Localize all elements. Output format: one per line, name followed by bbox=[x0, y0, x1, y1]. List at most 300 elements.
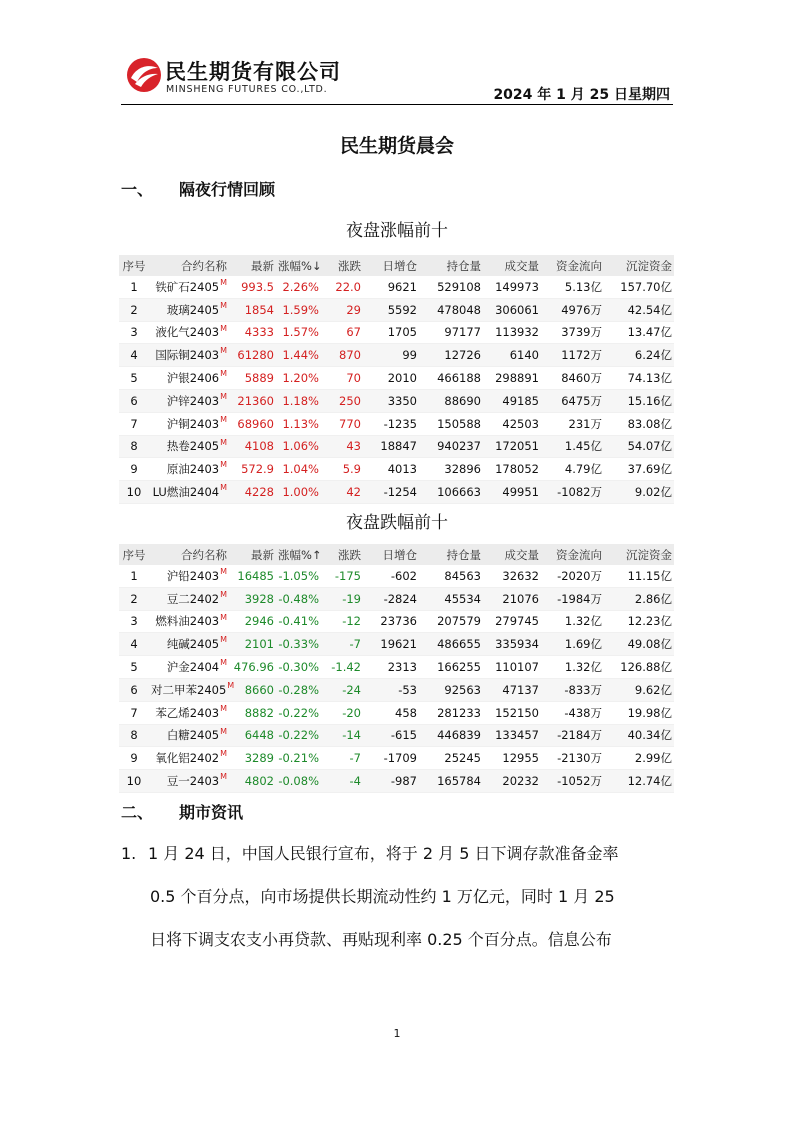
main-contract-marker: M bbox=[220, 567, 227, 577]
main-contract-marker: M bbox=[220, 346, 227, 356]
cell-pct: -0.22% bbox=[276, 724, 321, 747]
column-header-pct: 涨幅%↑ bbox=[276, 544, 321, 565]
table-row bbox=[119, 724, 674, 747]
cell-open-interest: 486655 bbox=[419, 633, 483, 656]
column-header-open-interest: 持仓量 bbox=[419, 544, 483, 565]
cell-name bbox=[149, 724, 229, 747]
header-divider bbox=[121, 104, 673, 105]
cell-volume: 335934 bbox=[483, 633, 541, 656]
column-header-rank: 序号 bbox=[119, 255, 149, 276]
cell-settled-funds: 15.16亿 bbox=[604, 389, 674, 412]
column-header-oi-change: 日增仓 bbox=[363, 255, 419, 276]
cell-change: 250 bbox=[321, 389, 363, 412]
main-contract-marker: M bbox=[220, 323, 227, 333]
contract-name: 原油2403 bbox=[166, 462, 220, 477]
cell-open-interest: 166255 bbox=[419, 656, 483, 679]
cell-fund-flow: 1.32亿 bbox=[541, 610, 604, 633]
main-contract-marker: M bbox=[220, 589, 227, 599]
cell-open-interest: 466188 bbox=[419, 367, 483, 390]
table-row bbox=[119, 412, 674, 435]
column-header-last: 最新 bbox=[229, 544, 276, 565]
cell-rank: 9 bbox=[119, 747, 149, 770]
news-line: 1 月 24 日，中国人民银行宣布，将于 2 月 5 日下调存款准备金率 bbox=[148, 844, 619, 863]
cell-settled-funds: 12.23亿 bbox=[604, 610, 674, 633]
cell-open-interest: 97177 bbox=[419, 321, 483, 344]
cell-fund-flow: -2130万 bbox=[541, 747, 604, 770]
page-number: 1 bbox=[393, 1027, 401, 1040]
cell-last: 4228 bbox=[229, 481, 276, 504]
cell-change: 42 bbox=[321, 481, 363, 504]
contract-name: 玻璃2405 bbox=[166, 302, 220, 317]
cell-volume: 12955 bbox=[483, 747, 541, 770]
cell-volume: 113932 bbox=[483, 321, 541, 344]
table-row bbox=[119, 458, 674, 481]
main-contract-marker: M bbox=[220, 749, 227, 759]
contract-name: 沪锌2403 bbox=[166, 393, 220, 408]
cell-name bbox=[149, 610, 229, 633]
cell-last: 5889 bbox=[229, 367, 276, 390]
cell-volume: 149973 bbox=[483, 276, 541, 298]
cell-fund-flow: 231万 bbox=[541, 412, 604, 435]
main-contract-marker: M bbox=[220, 772, 227, 782]
cell-volume: 49185 bbox=[483, 389, 541, 412]
cell-last: 16485 bbox=[229, 565, 276, 587]
cell-last: 572.9 bbox=[229, 458, 276, 481]
main-contract-marker: M bbox=[220, 392, 227, 402]
cell-pct: -0.21% bbox=[276, 747, 321, 770]
cell-rank: 8 bbox=[119, 435, 149, 458]
cell-change: 29 bbox=[321, 298, 363, 321]
cell-last: 3928 bbox=[229, 587, 276, 610]
section-heading-overnight bbox=[121, 177, 275, 200]
cell-settled-funds: 13.47亿 bbox=[604, 321, 674, 344]
main-contract-marker: M bbox=[220, 278, 227, 288]
main-contract-marker: M bbox=[220, 612, 227, 622]
column-header-settled-funds: 沉淀资金 bbox=[604, 544, 674, 565]
cell-name bbox=[149, 321, 229, 344]
contract-name: 沪铅2403 bbox=[166, 568, 220, 583]
table-row bbox=[119, 367, 674, 390]
table-row bbox=[119, 481, 674, 504]
cell-pct: 1.00% bbox=[276, 481, 321, 504]
column-header-name: 合约名称 bbox=[149, 255, 229, 276]
cell-settled-funds: 9.62亿 bbox=[604, 678, 674, 701]
table-row bbox=[119, 678, 674, 701]
company-logo bbox=[125, 56, 365, 98]
cell-name bbox=[149, 458, 229, 481]
cell-pct: -0.08% bbox=[276, 770, 321, 793]
cell-fund-flow: -1984万 bbox=[541, 587, 604, 610]
cell-open-interest: 32896 bbox=[419, 458, 483, 481]
table-row bbox=[119, 770, 674, 793]
cell-last: 21360 bbox=[229, 389, 276, 412]
table-row bbox=[119, 747, 674, 770]
cell-fund-flow: 1.32亿 bbox=[541, 656, 604, 679]
cell-volume: 20232 bbox=[483, 770, 541, 793]
cell-oi-change: 2010 bbox=[363, 367, 419, 390]
contract-name: 对二甲苯2405 bbox=[151, 682, 227, 697]
column-header-last: 最新 bbox=[229, 255, 276, 276]
cell-rank: 8 bbox=[119, 724, 149, 747]
cell-fund-flow: 1.69亿 bbox=[541, 633, 604, 656]
report-date: 2024 年 1 月 25 日星期四 bbox=[493, 87, 670, 103]
cell-last: 4802 bbox=[229, 770, 276, 793]
news-item-number: 1. bbox=[121, 844, 137, 863]
cell-fund-flow: 6475万 bbox=[541, 389, 604, 412]
cell-settled-funds: 126.88亿 bbox=[604, 656, 674, 679]
cell-oi-change: 19621 bbox=[363, 633, 419, 656]
contract-name: 燃料油2403 bbox=[155, 614, 220, 629]
cell-last: 61280 bbox=[229, 344, 276, 367]
table-row bbox=[119, 610, 674, 633]
gainers-table bbox=[119, 255, 674, 504]
main-contract-marker: M bbox=[220, 369, 227, 379]
cell-change: 43 bbox=[321, 435, 363, 458]
section-label: 隔夜行情回顾 bbox=[179, 180, 276, 199]
cell-settled-funds: 83.08亿 bbox=[604, 412, 674, 435]
cell-last: 2101 bbox=[229, 633, 276, 656]
cell-open-interest: 84563 bbox=[419, 565, 483, 587]
contract-name: 纯碱2405 bbox=[166, 637, 220, 652]
table-row bbox=[119, 276, 674, 298]
cell-volume: 172051 bbox=[483, 435, 541, 458]
cell-name bbox=[149, 747, 229, 770]
cell-pct: 1.20% bbox=[276, 367, 321, 390]
cell-rank: 9 bbox=[119, 458, 149, 481]
cell-settled-funds: 11.15亿 bbox=[604, 565, 674, 587]
table-header-row bbox=[119, 544, 674, 565]
column-header-change: 涨跌 bbox=[321, 255, 363, 276]
cell-last: 68960 bbox=[229, 412, 276, 435]
column-header-name: 合约名称 bbox=[149, 544, 229, 565]
cell-oi-change: 9621 bbox=[363, 276, 419, 298]
main-contract-marker: M bbox=[220, 414, 227, 424]
cell-volume: 152150 bbox=[483, 701, 541, 724]
cell-settled-funds: 54.07亿 bbox=[604, 435, 674, 458]
cell-name bbox=[149, 481, 229, 504]
cell-open-interest: 106663 bbox=[419, 481, 483, 504]
table-row bbox=[119, 389, 674, 412]
contract-name: 豆二2402 bbox=[166, 591, 220, 606]
contract-name: 沪金2404 bbox=[166, 660, 220, 675]
section-heading-news bbox=[121, 800, 243, 823]
column-header-fund-flow: 资金流向 bbox=[541, 255, 604, 276]
cell-rank: 7 bbox=[119, 701, 149, 724]
cell-open-interest: 88690 bbox=[419, 389, 483, 412]
cell-oi-change: 18847 bbox=[363, 435, 419, 458]
cell-change: -12 bbox=[321, 610, 363, 633]
cell-settled-funds: 49.08亿 bbox=[604, 633, 674, 656]
cell-volume: 6140 bbox=[483, 344, 541, 367]
cell-name bbox=[149, 587, 229, 610]
company-name-cn: 民生期货有限公司 bbox=[165, 60, 341, 84]
cell-oi-change: -53 bbox=[363, 678, 419, 701]
company-name-en: MINSHENG FUTURES CO.,LTD. bbox=[166, 84, 328, 95]
cell-settled-funds: 6.24亿 bbox=[604, 344, 674, 367]
cell-rank: 7 bbox=[119, 412, 149, 435]
table-row bbox=[119, 321, 674, 344]
cell-oi-change: -602 bbox=[363, 565, 419, 587]
cell-open-interest: 940237 bbox=[419, 435, 483, 458]
minsheng-logo-icon bbox=[125, 56, 163, 94]
table-row bbox=[119, 298, 674, 321]
cell-fund-flow: -2020万 bbox=[541, 565, 604, 587]
cell-pct: 1.44% bbox=[276, 344, 321, 367]
cell-name bbox=[149, 389, 229, 412]
cell-oi-change: 99 bbox=[363, 344, 419, 367]
table-row bbox=[119, 344, 674, 367]
page-title: 民生期货晨会 bbox=[339, 135, 454, 157]
cell-name bbox=[149, 633, 229, 656]
table-row bbox=[119, 633, 674, 656]
cell-change: -4 bbox=[321, 770, 363, 793]
cell-oi-change: 23736 bbox=[363, 610, 419, 633]
cell-pct: 2.26% bbox=[276, 276, 321, 298]
cell-volume: 298891 bbox=[483, 367, 541, 390]
cell-pct: -0.28% bbox=[276, 678, 321, 701]
cell-oi-change: -1235 bbox=[363, 412, 419, 435]
cell-volume: 110107 bbox=[483, 656, 541, 679]
cell-name bbox=[149, 367, 229, 390]
cell-oi-change: -615 bbox=[363, 724, 419, 747]
contract-name: 液化气2403 bbox=[155, 325, 220, 340]
column-header-oi-change: 日增仓 bbox=[363, 544, 419, 565]
table-row bbox=[119, 656, 674, 679]
cell-rank: 10 bbox=[119, 481, 149, 504]
column-header-fund-flow: 资金流向 bbox=[541, 544, 604, 565]
cell-open-interest: 165784 bbox=[419, 770, 483, 793]
cell-last: 1854 bbox=[229, 298, 276, 321]
cell-pct: 1.18% bbox=[276, 389, 321, 412]
cell-name bbox=[149, 276, 229, 298]
cell-settled-funds: 74.13亿 bbox=[604, 367, 674, 390]
table-row bbox=[119, 587, 674, 610]
cell-fund-flow: -833万 bbox=[541, 678, 604, 701]
cell-volume: 42503 bbox=[483, 412, 541, 435]
main-contract-marker: M bbox=[220, 658, 227, 668]
cell-name bbox=[149, 565, 229, 587]
cell-oi-change: -2824 bbox=[363, 587, 419, 610]
cell-last: 8660 bbox=[229, 678, 276, 701]
cell-last: 6448 bbox=[229, 724, 276, 747]
table-row bbox=[119, 701, 674, 724]
section-number: 二、 bbox=[121, 803, 154, 822]
cell-rank: 2 bbox=[119, 298, 149, 321]
cell-name bbox=[149, 701, 229, 724]
main-contract-marker: M bbox=[227, 681, 235, 691]
cell-pct: 1.06% bbox=[276, 435, 321, 458]
cell-volume: 279745 bbox=[483, 610, 541, 633]
cell-last: 4108 bbox=[229, 435, 276, 458]
contract-name: 豆一2403 bbox=[166, 774, 220, 789]
cell-name bbox=[149, 298, 229, 321]
cell-pct: 1.57% bbox=[276, 321, 321, 344]
main-contract-marker: M bbox=[220, 726, 227, 736]
cell-fund-flow: -2184万 bbox=[541, 724, 604, 747]
cell-change: 870 bbox=[321, 344, 363, 367]
column-header-pct: 涨幅%↓ bbox=[276, 255, 321, 276]
cell-rank: 4 bbox=[119, 344, 149, 367]
cell-last: 4333 bbox=[229, 321, 276, 344]
cell-last: 2946 bbox=[229, 610, 276, 633]
cell-change: -175 bbox=[321, 565, 363, 587]
cell-change: -14 bbox=[321, 724, 363, 747]
cell-rank: 1 bbox=[119, 565, 149, 587]
contract-name: 国际铜2403 bbox=[155, 348, 220, 363]
contract-name: LU燃油2404 bbox=[152, 485, 220, 500]
cell-change: -1.42 bbox=[321, 656, 363, 679]
losers-table-title: 夜盘跌幅前十 bbox=[346, 513, 448, 533]
column-header-open-interest: 持仓量 bbox=[419, 255, 483, 276]
cell-fund-flow: -1052万 bbox=[541, 770, 604, 793]
contract-name: 苯乙烯2403 bbox=[155, 705, 220, 720]
cell-rank: 5 bbox=[119, 367, 149, 390]
cell-name bbox=[149, 412, 229, 435]
column-header-settled-funds: 沉淀资金 bbox=[604, 255, 674, 276]
cell-rank: 1 bbox=[119, 276, 149, 298]
cell-pct: -0.33% bbox=[276, 633, 321, 656]
table-header-row bbox=[119, 255, 674, 276]
cell-volume: 178052 bbox=[483, 458, 541, 481]
cell-name bbox=[149, 344, 229, 367]
cell-open-interest: 281233 bbox=[419, 701, 483, 724]
cell-open-interest: 92563 bbox=[419, 678, 483, 701]
cell-oi-change: 5592 bbox=[363, 298, 419, 321]
cell-open-interest: 150588 bbox=[419, 412, 483, 435]
cell-pct: -0.30% bbox=[276, 656, 321, 679]
cell-pct: 1.13% bbox=[276, 412, 321, 435]
cell-rank: 10 bbox=[119, 770, 149, 793]
losers-table bbox=[119, 544, 674, 793]
cell-rank: 5 bbox=[119, 656, 149, 679]
main-contract-marker: M bbox=[220, 635, 227, 645]
cell-oi-change: -987 bbox=[363, 770, 419, 793]
cell-rank: 6 bbox=[119, 389, 149, 412]
cell-change: 67 bbox=[321, 321, 363, 344]
contract-name: 铁矿石2405 bbox=[155, 279, 220, 294]
cell-volume: 133457 bbox=[483, 724, 541, 747]
cell-settled-funds: 9.02亿 bbox=[604, 481, 674, 504]
cell-rank: 4 bbox=[119, 633, 149, 656]
cell-open-interest: 12726 bbox=[419, 344, 483, 367]
cell-rank: 3 bbox=[119, 321, 149, 344]
cell-settled-funds: 40.34亿 bbox=[604, 724, 674, 747]
column-header-volume: 成交量 bbox=[483, 255, 541, 276]
cell-open-interest: 478048 bbox=[419, 298, 483, 321]
cell-change: -19 bbox=[321, 587, 363, 610]
cell-fund-flow: 1172万 bbox=[541, 344, 604, 367]
cell-settled-funds: 2.99亿 bbox=[604, 747, 674, 770]
cell-open-interest: 45534 bbox=[419, 587, 483, 610]
cell-pct: -0.22% bbox=[276, 701, 321, 724]
cell-last: 8882 bbox=[229, 701, 276, 724]
cell-open-interest: 529108 bbox=[419, 276, 483, 298]
cell-change: 70 bbox=[321, 367, 363, 390]
news-line: 日将下调支农支小再贷款、再贴现利率 0.25 个百分点。信息公布 bbox=[150, 930, 612, 949]
cell-change: -7 bbox=[321, 747, 363, 770]
cell-fund-flow: 3739万 bbox=[541, 321, 604, 344]
cell-fund-flow: 1.45亿 bbox=[541, 435, 604, 458]
cell-oi-change: -1254 bbox=[363, 481, 419, 504]
table-row bbox=[119, 565, 674, 587]
cell-oi-change: 4013 bbox=[363, 458, 419, 481]
column-header-volume: 成交量 bbox=[483, 544, 541, 565]
main-contract-marker: M bbox=[220, 483, 227, 493]
contract-name: 热卷2405 bbox=[166, 439, 220, 454]
news-line: 0.5 个百分点，向市场提供长期流动性约 1 万亿元，同时 1 月 25 bbox=[150, 887, 615, 906]
cell-settled-funds: 2.86亿 bbox=[604, 587, 674, 610]
column-header-change: 涨跌 bbox=[321, 544, 363, 565]
cell-volume: 21076 bbox=[483, 587, 541, 610]
contract-name: 沪铜2403 bbox=[166, 416, 220, 431]
cell-fund-flow: -438万 bbox=[541, 701, 604, 724]
section-number: 一、 bbox=[121, 180, 154, 199]
cell-last: 993.5 bbox=[229, 276, 276, 298]
cell-name bbox=[149, 656, 229, 679]
cell-change: -24 bbox=[321, 678, 363, 701]
contract-name: 氧化铝2402 bbox=[155, 751, 220, 766]
cell-fund-flow: 4.79亿 bbox=[541, 458, 604, 481]
cell-change: -7 bbox=[321, 633, 363, 656]
cell-pct: 1.59% bbox=[276, 298, 321, 321]
main-contract-marker: M bbox=[220, 460, 227, 470]
cell-fund-flow: 4976万 bbox=[541, 298, 604, 321]
section-label: 期市资讯 bbox=[179, 803, 244, 822]
cell-open-interest: 25245 bbox=[419, 747, 483, 770]
cell-oi-change: 458 bbox=[363, 701, 419, 724]
contract-name: 白糖2405 bbox=[166, 728, 220, 743]
cell-volume: 47137 bbox=[483, 678, 541, 701]
cell-rank: 3 bbox=[119, 610, 149, 633]
cell-change: 5.9 bbox=[321, 458, 363, 481]
cell-pct: -1.05% bbox=[276, 565, 321, 587]
cell-settled-funds: 12.74亿 bbox=[604, 770, 674, 793]
cell-fund-flow: 5.13亿 bbox=[541, 276, 604, 298]
cell-pct: -0.48% bbox=[276, 587, 321, 610]
cell-oi-change: 1705 bbox=[363, 321, 419, 344]
cell-fund-flow: 8460万 bbox=[541, 367, 604, 390]
main-contract-marker: M bbox=[220, 300, 227, 310]
gainers-table-title: 夜盘涨幅前十 bbox=[346, 221, 448, 241]
cell-open-interest: 207579 bbox=[419, 610, 483, 633]
cell-change: -20 bbox=[321, 701, 363, 724]
cell-fund-flow: -1082万 bbox=[541, 481, 604, 504]
cell-rank: 6 bbox=[119, 678, 149, 701]
cell-name bbox=[149, 435, 229, 458]
cell-volume: 306061 bbox=[483, 298, 541, 321]
cell-volume: 32632 bbox=[483, 565, 541, 587]
table-row bbox=[119, 435, 674, 458]
cell-last: 476.96 bbox=[229, 656, 276, 679]
cell-oi-change: -1709 bbox=[363, 747, 419, 770]
main-contract-marker: M bbox=[220, 437, 227, 447]
cell-settled-funds: 37.69亿 bbox=[604, 458, 674, 481]
cell-pct: 1.04% bbox=[276, 458, 321, 481]
cell-rank: 2 bbox=[119, 587, 149, 610]
cell-oi-change: 3350 bbox=[363, 389, 419, 412]
cell-last: 3289 bbox=[229, 747, 276, 770]
news-item bbox=[121, 832, 674, 961]
cell-settled-funds: 19.98亿 bbox=[604, 701, 674, 724]
cell-pct: -0.41% bbox=[276, 610, 321, 633]
main-contract-marker: M bbox=[220, 703, 227, 713]
cell-settled-funds: 157.70亿 bbox=[604, 276, 674, 298]
contract-name: 沪银2406 bbox=[166, 371, 220, 386]
cell-oi-change: 2313 bbox=[363, 656, 419, 679]
cell-change: 770 bbox=[321, 412, 363, 435]
cell-name bbox=[149, 678, 235, 701]
cell-open-interest: 446839 bbox=[419, 724, 483, 747]
